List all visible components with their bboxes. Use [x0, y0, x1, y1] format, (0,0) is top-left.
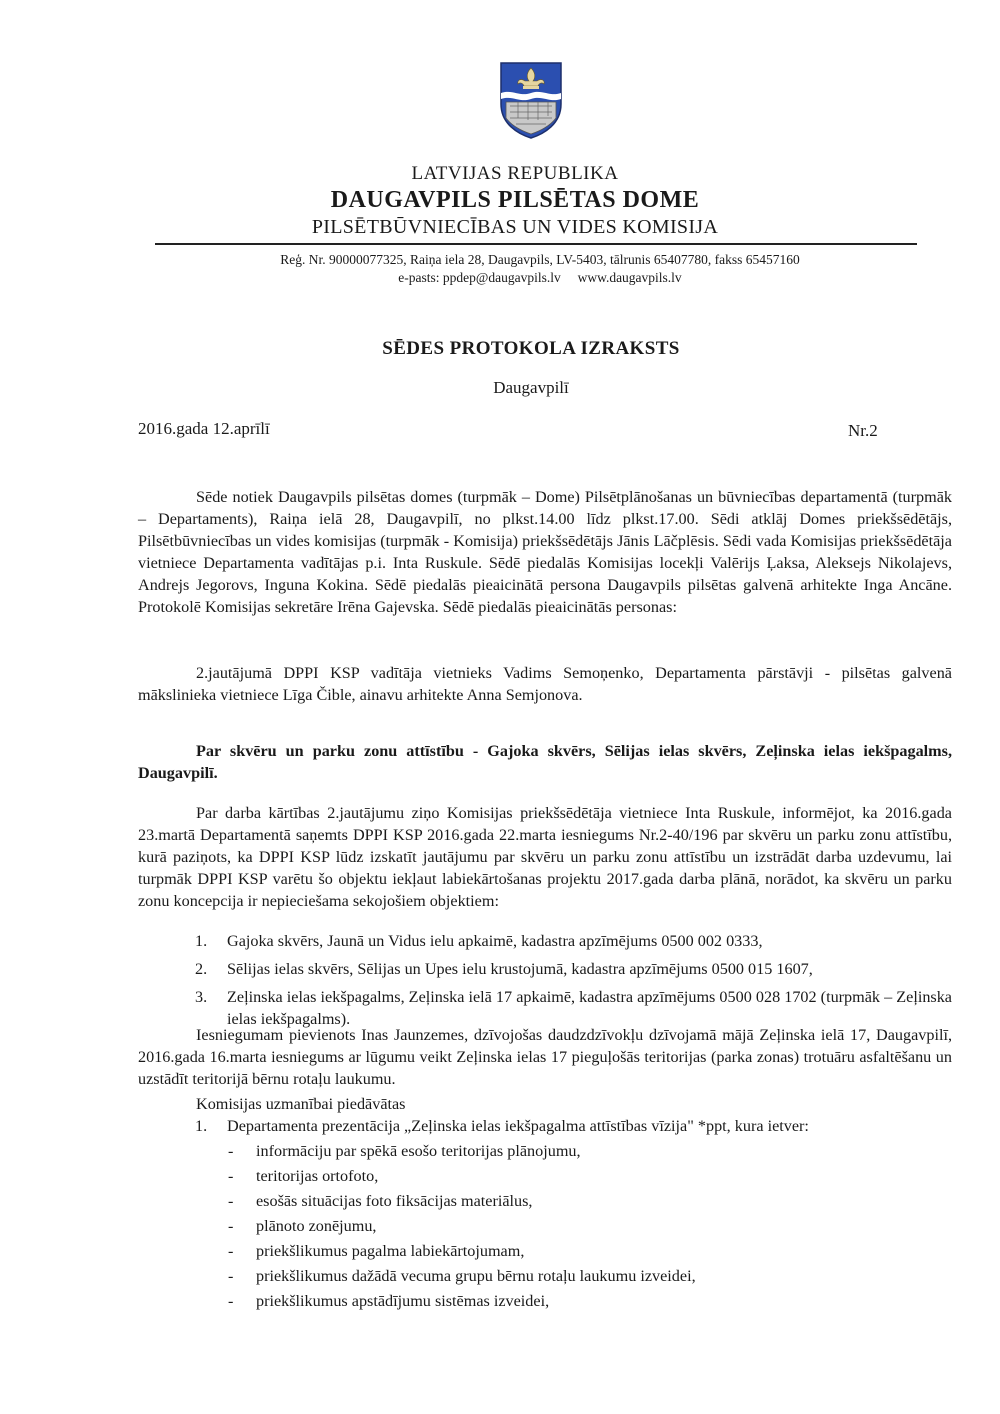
contact-line-email: e-pasts: ppdep@daugavpils.lv www.daugavpils.lv	[398, 270, 682, 285]
header-divider	[155, 243, 917, 245]
organization-name: DAUGAVPILS PILSĒTAS DOME	[330, 187, 700, 213]
bullet-dash: -	[228, 1217, 234, 1235]
list-item	[195, 930, 952, 952]
bullet-text: priekšlikumus pagalma labiekārtojumam,	[256, 1242, 525, 1260]
intro-paragraph-text: Sēde notiek Daugavpils pilsētas domes (turpmāk – Dome) Pilsētplānošanas un būvniecības departamentā (turpmāk – Departaments), Raiņa ielā 28, Daugavpilī, no plkst.14.00 līdz plkst.17.00. Sēdi atklāj Domes priekšsēdētājs, Pilsētbūvniecības un vides komisijas (turpmāk - Komisija) priekšsēdētājs Jānis Lāčplēsis. Sēdi vada Komisijas priekšsēdētāja vietniece Departamenta vadītājas p.i. Inta Ruskule. Sēdē piedalās Komisijas locekļi Valērijs Ļaksa, Aleksejs Nikolajevs, Andrejs Jegorovs, Inguna Kokina. Sēdē piedalās pieaicinātā persona Daugavpils pilsētas galvenā arhitekte Inga Ancāne. Protokolē Komisijas sekretāre Irēna Gajevska. Sēdē piedalās pieaicinātās personas:	[138, 488, 952, 616]
bullet-item	[228, 1139, 928, 1164]
objects-list	[195, 930, 952, 1036]
bullet-item	[228, 1239, 928, 1264]
attachment-paragraph-text: Iesniegumam pievienots Inas Jaunzemes, dzīvojošas daudzdzīvokļu dzīvojamā mājā Zeļinska ielā 17, Daugavpilī, 2016.gada 16.marta iesniegums ar lūgumu veikt Zeļinska ielas 17 pieguļošās teritorijas (parka zonas) trotuāru asfaltēšanu un uzstādīt teritorijā bērnu rotaļu laukumu.	[138, 1026, 952, 1088]
document-date: 2016.gada 12.aprīlī	[138, 419, 270, 438]
country-title: LATVIJAS REPUBLIKA	[411, 163, 619, 184]
invited-paragraph-text: 2.jautājumā DPPI KSP vadītāja vietnieks Vadims Semoņenko, Departamenta pārstāvji - pilsētas galvenā mākslinieka vietniece Līga Čible, ainavu arhitekte Anna Semjonova.	[138, 664, 952, 704]
list-item-number: 2.	[195, 960, 208, 978]
attachment-paragraph	[138, 1024, 952, 1090]
bullet-item	[228, 1289, 928, 1314]
list-item-text: Departamenta prezentācija „Zeļinska ielas iekšpagalma attīstības vīzija" *ppt, kura ietver:	[227, 1117, 809, 1135]
bullet-text: plānoto zonējumu,	[256, 1217, 377, 1235]
bullet-dash: -	[228, 1242, 234, 1260]
bullet-dash: -	[228, 1142, 234, 1160]
document-title: SĒDES PROTOKOLA IZRAKSTS	[382, 338, 680, 359]
bullet-item	[228, 1164, 928, 1189]
bullet-text: informāciju par spēkā esošo teritorijas plānojumu,	[256, 1142, 581, 1160]
bullet-text: teritorijas ortofoto,	[256, 1167, 379, 1185]
bullet-dash: -	[228, 1167, 234, 1185]
bullet-dash: -	[228, 1192, 234, 1210]
list-item-number: 1.	[195, 1117, 208, 1135]
list-item	[195, 958, 952, 980]
bullet-text: priekšlikumus dažādā vecuma grupu bērnu rotaļu laukumu izveidei,	[256, 1267, 696, 1285]
invited-paragraph	[138, 662, 952, 706]
section-heading: Par skvēru un parku zonu attīstību - Gajoka skvērs, Sēlijas ielas skvērs, Zeļinska ielas iekšpagalms, Daugavpilī.	[138, 742, 952, 782]
bullet-item	[228, 1264, 928, 1289]
report-paragraph	[138, 802, 952, 912]
report-paragraph-text: Par darba kārtības 2.jautājumu ziņo Komisijas priekšsēdētāja vietniece Inta Ruskule, informējot, ka 2016.gada 23.martā Departamentā saņemts DPPI KSP 2016.gada 22.marta iesniegums Nr.2-40/196 par skvēru un parku zonu attīstību, kurā paziņots, ka DPPI KSP lūdz izskatīt jautājumu par skvēru un parku zonu attīstību un izstrādāt darba uzdevumu, lai turpmāk DPPI KSP varētu šo objektu iekļaut labiekārtošanas projektu 2017.gada darba plānā, norādot, ka skvēru un parku zonu koncepcija ir nepieciešama sekojošiem objektiem:	[138, 804, 952, 910]
list-item-text: Zeļinska ielas iekšpagalms, Zeļinska ielā 17 apkaimē, kadastra apzīmējums 0500 028 1702 (turpmāk – Zeļinska ielas iekšpagalms).	[227, 988, 952, 1028]
document-number: Nr.2	[848, 421, 878, 440]
department-name: PILSĒTBŪVNIECĪBAS UN VIDES KOMISIJA	[311, 216, 719, 238]
list-item-number: 3.	[195, 988, 208, 1006]
bullet-text: priekšlikumus apstādījumu sistēmas izveidei,	[256, 1292, 550, 1310]
offered-label: Komisijas uzmanībai piedāvātas	[196, 1095, 406, 1113]
list-item-number: 1.	[195, 932, 208, 950]
document-place: Daugavpilī	[493, 378, 569, 397]
presentation-list	[195, 1115, 952, 1137]
bullet-item	[228, 1189, 928, 1214]
list-item-text: Sēlijas ielas skvērs, Sēlijas un Upes ielu krustojumā, kadastra apzīmējums 0500 015 1607,	[227, 960, 813, 978]
list-item-text: Gajoka skvērs, Jaunā un Vidus ielu apkaimē, kadastra apzīmējums 0500 002 0333,	[227, 932, 763, 950]
coat-of-arms-icon	[498, 60, 564, 140]
bullet-dash: -	[228, 1292, 234, 1310]
bullet-dash: -	[228, 1267, 234, 1285]
contact-block	[230, 251, 850, 287]
intro-paragraph	[138, 486, 952, 618]
list-item	[195, 1115, 952, 1137]
bullet-item	[228, 1214, 928, 1239]
presentation-items	[228, 1139, 928, 1314]
bullet-text: esošās situācijas foto fiksācijas materiālus,	[256, 1192, 533, 1210]
contact-line-address: Reģ. Nr. 90000077325, Raiņa iela 28, Daugavpils, LV-5403, tālrunis 65407780, fakss 65457160	[280, 252, 800, 267]
